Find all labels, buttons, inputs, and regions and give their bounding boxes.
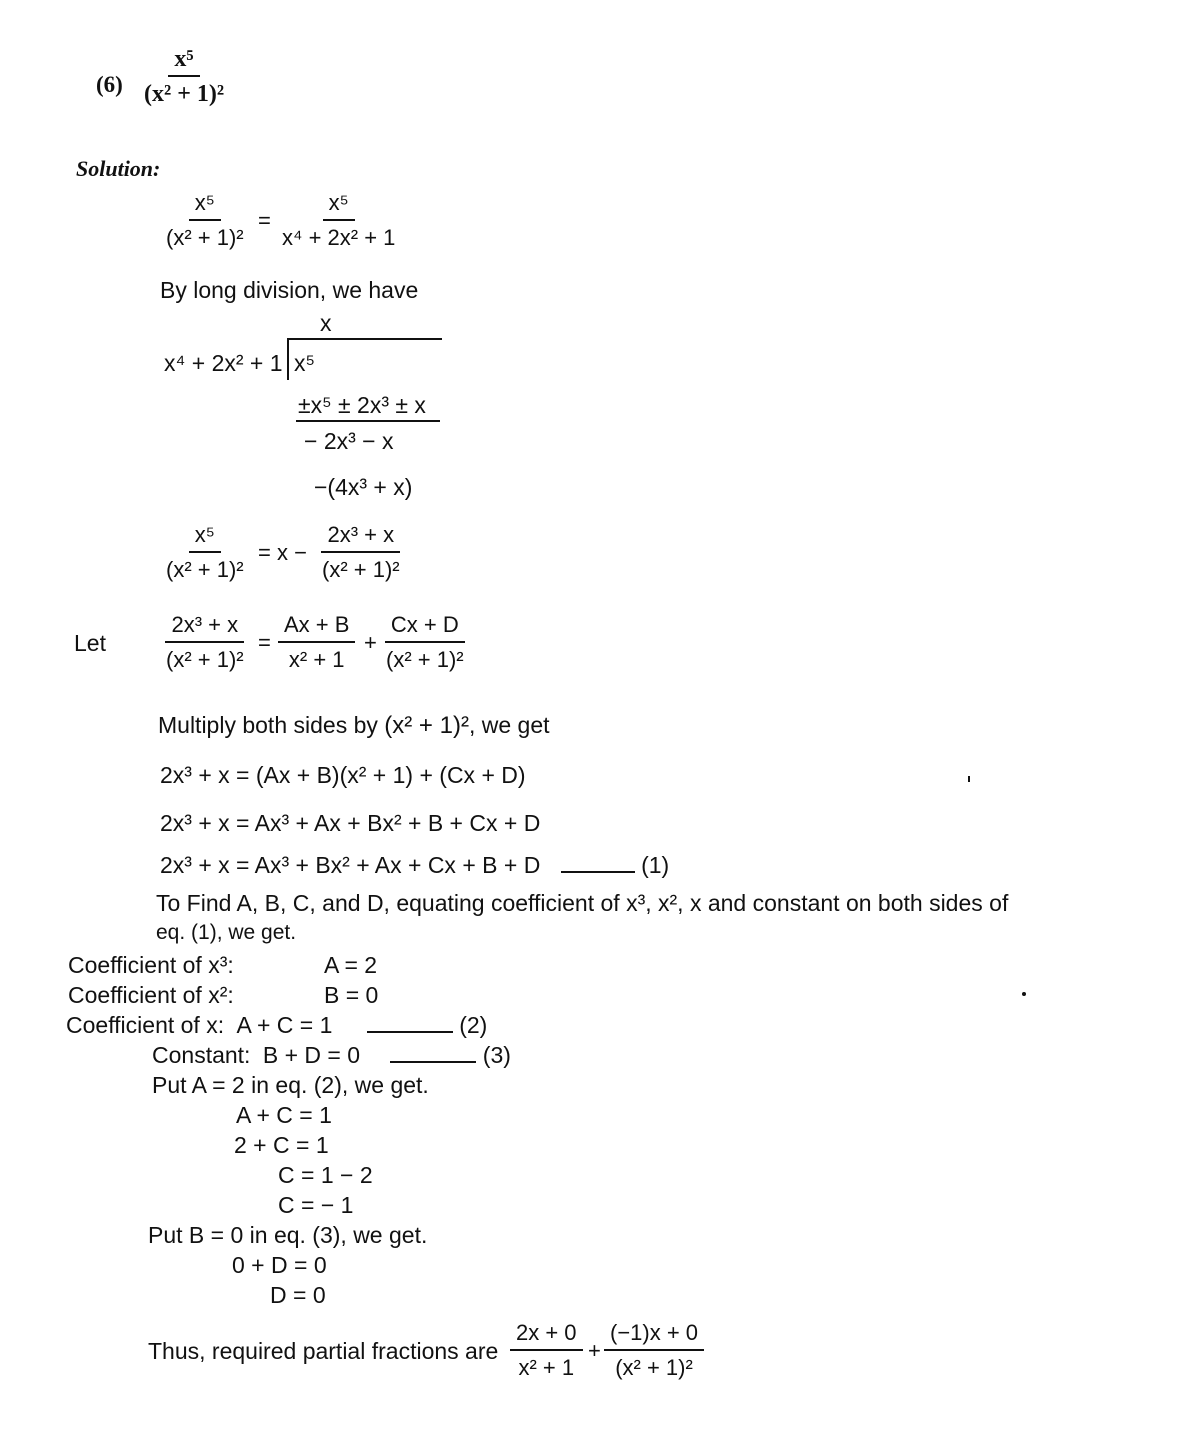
let-term2-den: (x² + 1)² bbox=[386, 647, 464, 672]
coef-x2-label: Coefficient of x²: bbox=[68, 982, 234, 1008]
constant-label: Constant: bbox=[152, 1042, 251, 1068]
let-term2-fraction bbox=[380, 612, 470, 674]
long-division-subtract: ±x⁵ ± 2x³ ± x bbox=[298, 392, 426, 418]
put-b-intro: Put B = 0 in eq. (3), we get. bbox=[148, 1222, 428, 1248]
let-term1-den: x² + 1 bbox=[288, 647, 345, 672]
constant-value: B + D = 0 bbox=[262, 1042, 361, 1068]
step1-equals: = bbox=[258, 208, 271, 233]
long-division-dividend: x⁵ bbox=[294, 350, 316, 376]
put-a-intro: Put A = 2 in eq. (2), we get. bbox=[152, 1072, 429, 1098]
multiply-after: , we get bbox=[468, 712, 550, 738]
step1-lhs-fraction bbox=[160, 190, 250, 252]
conclusion-term1-den: x² + 1 bbox=[518, 1355, 575, 1380]
long-division-remainder: − 2x³ − x bbox=[304, 428, 394, 454]
conclusion-term2-num: (−1)x + 0 bbox=[604, 1320, 704, 1351]
result-rhs-fraction bbox=[316, 522, 406, 584]
conclusion-term2-den: (x² + 1)² bbox=[615, 1355, 693, 1380]
long-division-intro: By long division, we have bbox=[160, 277, 419, 303]
equation-line2: 2x³ + x = Ax³ + Ax + Bx² + B + Cx + D bbox=[160, 810, 541, 836]
coef-x-label: Coefficient of x: bbox=[66, 1012, 225, 1038]
let-lhs-den: (x² + 1)² bbox=[166, 647, 244, 672]
multiply-text bbox=[158, 712, 550, 739]
problem-fraction bbox=[138, 46, 230, 108]
step1-rhs-num: x⁵ bbox=[323, 190, 355, 221]
let-term2-num: Cx + D bbox=[385, 612, 465, 643]
let-lhs-fraction bbox=[160, 612, 250, 674]
conclusion-term1-num: 2x + 0 bbox=[510, 1320, 583, 1351]
let-lhs-num: 2x³ + x bbox=[165, 612, 244, 643]
result-rhs-den: (x² + 1)² bbox=[322, 557, 400, 582]
put-a-line1: A + C = 1 bbox=[236, 1102, 332, 1128]
coef-x3-value: A = 2 bbox=[324, 952, 378, 978]
stray-dot bbox=[1022, 992, 1026, 996]
problem-numerator: x⁵ bbox=[168, 46, 199, 77]
problem-denominator: (x² + 1)² bbox=[144, 81, 225, 107]
equation-blank bbox=[561, 871, 635, 873]
long-division-divisor: x⁴ + 2x² + 1 bbox=[164, 350, 283, 376]
coef-x3-label: Coefficient of x³: bbox=[68, 952, 234, 978]
constant-ref: (3) bbox=[482, 1042, 511, 1068]
stray-mark bbox=[968, 776, 970, 782]
multiply-before: Multiply both sides by bbox=[158, 712, 378, 738]
constant-blank bbox=[390, 1061, 476, 1063]
step1-rhs-fraction bbox=[276, 190, 401, 252]
long-division-remainder-form: −(4x³ + x) bbox=[314, 474, 413, 500]
equation-line3-text: 2x³ + x = Ax³ + Bx² + Ax + Cx + B + D bbox=[160, 852, 541, 878]
let-plus: + bbox=[364, 630, 377, 655]
conclusion-plus: + bbox=[588, 1338, 601, 1363]
coef-x-ref: (2) bbox=[459, 1012, 488, 1038]
coef-x2-value: B = 0 bbox=[324, 982, 379, 1008]
result-lhs-den: (x² + 1)² bbox=[166, 557, 244, 582]
let-term1-fraction bbox=[278, 612, 355, 674]
find-line2: eq. (1), we get. bbox=[156, 921, 297, 944]
coef-x-blank bbox=[367, 1031, 453, 1033]
conclusion-term2-fraction bbox=[604, 1320, 704, 1382]
division-bar bbox=[288, 338, 442, 340]
coef-x-value: A + C = 1 bbox=[236, 1012, 333, 1038]
find-line1: To Find A, B, C, and D, equating coefficient of x³, x², x and constant on both sides of bbox=[156, 890, 1009, 916]
result-mid: = x − bbox=[258, 540, 307, 565]
long-division-quotient: x bbox=[320, 310, 332, 336]
let-equals: = bbox=[258, 630, 271, 655]
equation-line3 bbox=[160, 852, 669, 878]
put-b-line1: 0 + D = 0 bbox=[232, 1252, 327, 1278]
equation-line3-ref: (1) bbox=[641, 852, 670, 878]
put-a-line4: C = − 1 bbox=[278, 1192, 354, 1218]
let-term1-num: Ax + B bbox=[278, 612, 355, 643]
let-label: Let bbox=[74, 630, 106, 656]
put-b-line2: D = 0 bbox=[270, 1282, 326, 1308]
result-rhs-num: 2x³ + x bbox=[321, 522, 400, 553]
conclusion-term1-fraction bbox=[510, 1320, 583, 1382]
put-a-line3: C = 1 − 2 bbox=[278, 1162, 373, 1188]
put-a-line2: 2 + C = 1 bbox=[234, 1132, 329, 1158]
conclusion-text: Thus, required partial fractions are bbox=[148, 1338, 499, 1364]
step1-lhs-num: x⁵ bbox=[189, 190, 221, 221]
solution-label: Solution: bbox=[76, 156, 161, 181]
result-lhs-num: x⁵ bbox=[189, 522, 221, 553]
subtract-rule bbox=[296, 420, 440, 422]
result-lhs-fraction bbox=[160, 522, 250, 584]
equation-line1: 2x³ + x = (Ax + B)(x² + 1) + (Cx + D) bbox=[160, 762, 526, 788]
step1-lhs-den: (x² + 1)² bbox=[166, 225, 244, 250]
coef-x-row bbox=[66, 1012, 487, 1038]
step1-rhs-den: x⁴ + 2x² + 1 bbox=[282, 225, 396, 250]
multiply-factor: (x² + 1)² bbox=[384, 712, 469, 739]
division-bracket bbox=[287, 338, 289, 380]
constant-row bbox=[152, 1042, 511, 1068]
problem-number: (6) bbox=[96, 72, 123, 97]
